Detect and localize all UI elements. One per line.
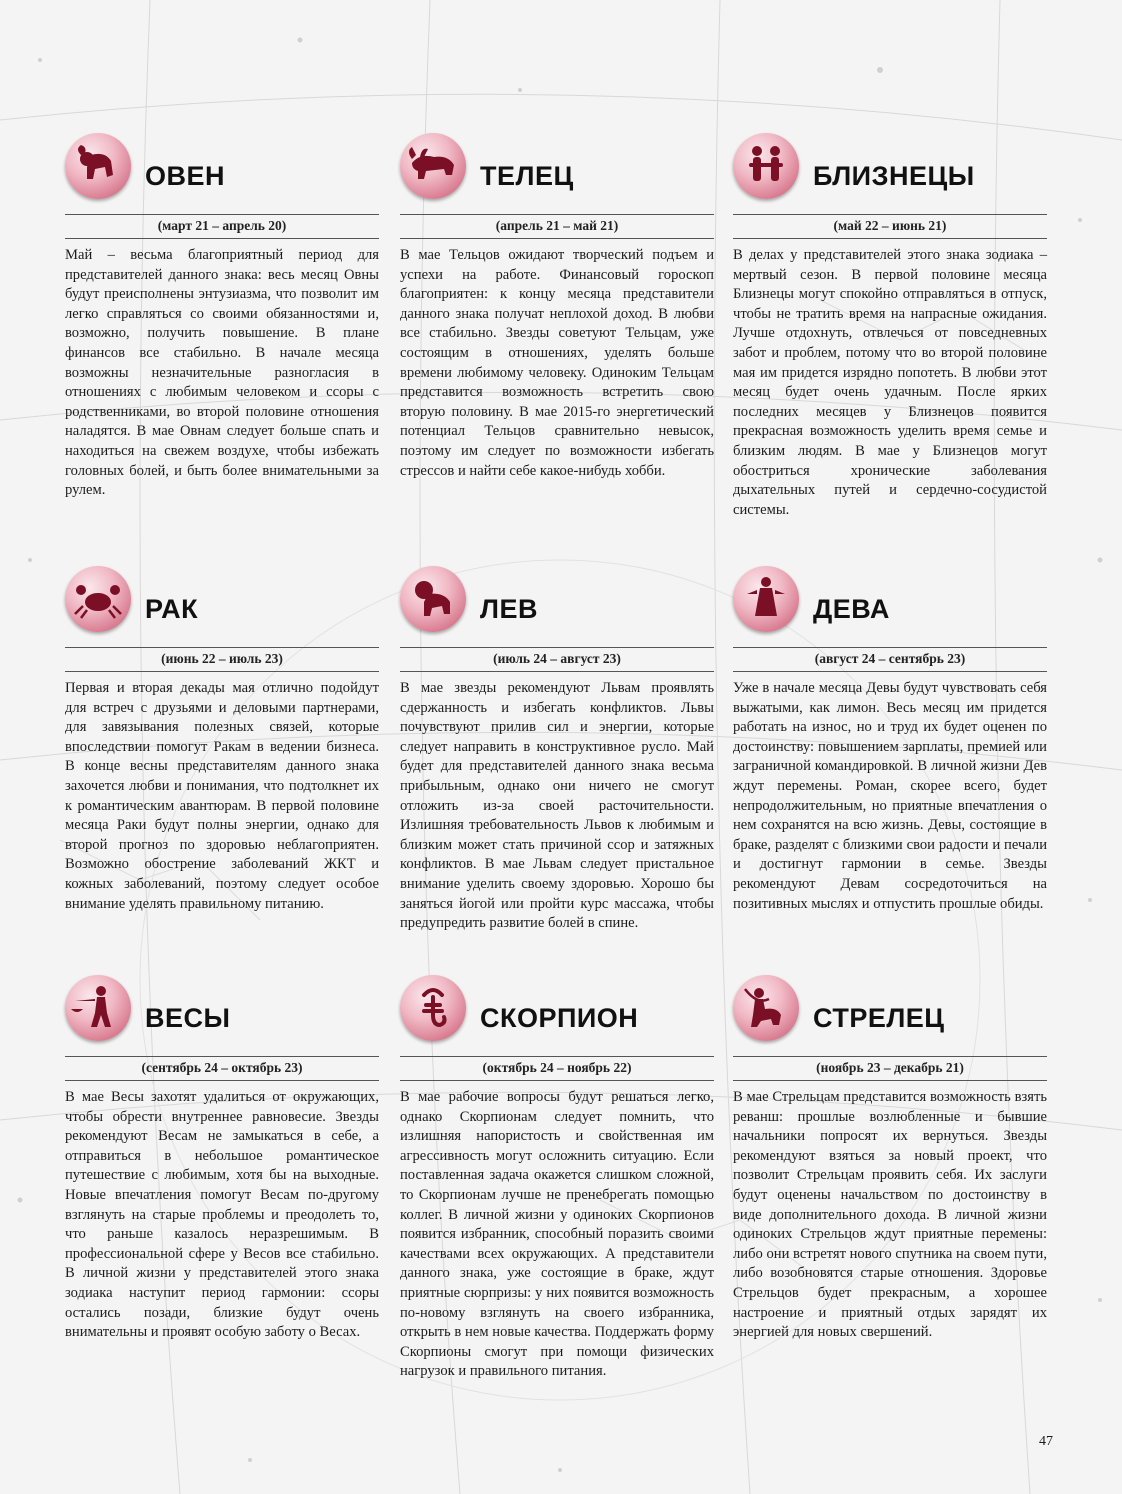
- sign-scorpio: [400, 975, 714, 1382]
- sign-text: Май – весьма благоприятный период для представителей данного знака: весь месяц Овны будут преисполнены энтузиазма, что позволит им легко справляться со своими обязанностями и, возможно, получить повышение. В плане финансов все стабильно. В начале месяца возможны незначительные разногласия в отношениях с любимым человеком и ссоры с родственниками, во второй половине отношения наладятся. В мае Овнам следует больше спать и находиться на свежем воздухе, чтобы избежать головных болей, и быть более внимательными за рулем.: [65, 247, 379, 499]
- sign-text: В мае Весы захотят удалиться от окружающих, чтобы обрести внутреннее равновесие. Звезды рекомендуют Весам не замыкаться в себе, а отправиться в небольшое романтическое путешествие с любимым, хотя бы на выходные. Новые впечатления помогут Весам по-другому взглянуть на старые проблемы и преодолеть то, что раньше казалось неразрешимым. В профессиональной сфере у Весов все стабильно. В личной жизни у представителей этого знака зодиака наступит период гармонии: ссоры остались позади, близкие будут очень внимательны и проявят особую заботу о Весах.: [65, 1089, 379, 1341]
- sign-text: В мае Тельцов ожидают творческий подъем и успехи на работе. Финансовый гороскоп благоприятен: к концу месяца представители данного знака получат неплохой доход. В любви все стабильно. Звезды советуют Тельцам, уже состоящим в отношениях, уделять больше времени любимому человеку. Одиноким Тельцам представится возможность встретить свою вторую половину. В мае 2015-го энергетический потенциал Тельцов сравнительно невысок, поэтому им следует по возможности избегать стрессов и найти себе какое-нибудь хобби.: [400, 247, 714, 479]
- page-number: 47: [1039, 1434, 1053, 1449]
- sign-title: ТЕЛЕЦ: [480, 161, 574, 191]
- leo-medallion-icon: [400, 566, 466, 632]
- sign-text: Первая и вторая декады мая отлично подойдут для встреч с друзьями и деловыми партнерами, для завязывания полезных связей, которые впоследствии помогут Ракам в ведении бизнеса. В конце весны представителям данного знака захочется любви и понимания, что подтолкнет их к романтическим авантюрам. В первой половине месяца Раки будут полны энергии, однако для второй прогноз по здоровью неблагоприятен. Возможно обострение заболеваний ЖКТ и кожных заболеваний, поэтому следует особое внимание уделять правильному питанию.: [65, 680, 379, 912]
- sign-dates: (март 21 – апрель 20): [65, 215, 379, 239]
- sign-title: СТРЕЛЕЦ: [813, 1003, 945, 1033]
- sign-title: СКОРПИОН: [480, 1003, 639, 1033]
- sign-title: БЛИЗНЕЦЫ: [813, 161, 975, 191]
- sign-title: РАК: [145, 594, 199, 624]
- sign-text: В мае рабочие вопросы будут решаться легко, однако Скорпионам следует помнить, что излишняя напористость и свойственная им агрессивность могут осложнить ситуацию. Если поставленная задача окажется слишком сложной, то Скорпионам лучше не пренебрегать помощью коллег. В личной жизни у одиноких Скорпионов появится избранник, способный поразить своими качествами всех окружающих. А представители данного знака, уже состоящие в браке, ждут приятные сюрпризы: у них появится возможность по-новому взглянуть на своего избранника, открыть в нем новые качества. Поддержать форму Скорпионы смогут при помощи физических нагрузок и правильного питания.: [400, 1089, 714, 1380]
- sign-dates: (май 22 – июнь 21): [733, 215, 1047, 239]
- sign-aries: [65, 133, 379, 501]
- sagittarius-medallion-icon: [733, 975, 799, 1041]
- sign-title: ОВЕН: [145, 161, 226, 191]
- sign-leo: [400, 566, 714, 934]
- libra-medallion-icon: [65, 975, 131, 1041]
- scorpio-medallion-icon: [400, 975, 466, 1041]
- sign-dates: (сентябрь 24 – октябрь 23): [65, 1057, 379, 1081]
- sign-text: В делах у представителей этого знака зодиака – мертвый сезон. В первой половине месяца Близнецы могут спокойно отправляться в отпуск, чтобы не тратить время на напрасные ожидания. Лучше отдохнуть, отвлечься от повседневных забот и проблем, потому что во второй половине мая им придется изрядно попотеть. В любви этот месяц будет очень удачным. После ярких последних месяцев у Близнецов появится прекрасная возможность уделить время семье и близким людям. В мае у Близнецов могут обостриться хронические заболевания дыхательных путей и сердечно-сосудистой системы.: [733, 247, 1047, 518]
- sign-dates: (июнь 22 – июль 23): [65, 648, 379, 672]
- sign-virgo: [733, 566, 1047, 914]
- sign-taurus: [400, 133, 714, 481]
- sign-gemini: [733, 133, 1047, 520]
- sign-dates: (октябрь 24 – ноябрь 22): [400, 1057, 714, 1081]
- virgo-medallion-icon: [733, 566, 799, 632]
- sign-dates: (июль 24 – август 23): [400, 648, 714, 672]
- sign-text: В мае Стрельцам представится возможность взять реванш: прошлые возлюбленные и бывшие начальники попросят их вернуться. Звезды рекомендуют взяться за новый проект, что позволит Стрельцам проявить себя. Их заслуги будут оценены начальством по достоинству в виде дополнительного дохода. В личной жизни одиноких Стрельцов ждут приятные перемены: либо они встретят нового спутника на своем пути, либо возобновятся старые отношения. Здоровье Стрельцов будет прекрасным, а хорошее настроение и приятный отдых зарядят их энергией для новых свершений.: [733, 1089, 1047, 1341]
- sign-libra: [65, 975, 379, 1343]
- sign-sagittarius: [733, 975, 1047, 1343]
- taurus-medallion-icon: [400, 133, 466, 199]
- sign-title: ЛЕВ: [480, 594, 538, 624]
- sign-text: В мае звезды рекомендуют Львам проявлять сдержанность и избегать конфликтов. Львы почувствуют прилив сил и энергии, которые следует направить в конструктивное русло. Май будет для представителей данного знака весьма прибыльным, однако они ничего не смогут отложить из-за своей расточительности. Излишняя требовательность Львов к любимым и близким может стать причиной ссор и затяжных конфликтов. В мае Львам следует пристальное внимание уделить своему здоровью. Хорошо бы заняться йогой или пройти курс массажа, чтобы предупредить развитие болей в спине.: [400, 680, 714, 932]
- sign-text: Уже в начале месяца Девы будут чувствовать себя выжатыми, как лимон. Весь месяц им придется работать на износ, но и труд их будет оценен по достоинству: повышением зарплаты, премией или заграничной командировкой. В личной жизни Дев ждут перемены. Роман, скорее всего, будет непродолжительным, но приятные впечатления о нем сохранятся на всю жизнь. Девы, состоящие в браке, разделят с близкими свои радости и печали и достигнут гармонии в семье. Звезды рекомендуют Девам сосредоточиться на позитивных мыслях и отпустить прошлые обиды.: [733, 680, 1047, 912]
- cancer-medallion-icon: [65, 566, 131, 632]
- sign-title: ДЕВА: [813, 594, 890, 624]
- gemini-medallion-icon: [733, 133, 799, 199]
- aries-medallion-icon: [65, 133, 131, 199]
- sign-dates: (август 24 – сентябрь 23): [733, 648, 1047, 672]
- sign-cancer: [65, 566, 379, 914]
- sign-dates: (ноябрь 23 – декабрь 21): [733, 1057, 1047, 1081]
- sign-title: ВЕСЫ: [145, 1003, 231, 1033]
- sign-dates: (апрель 21 – май 21): [400, 215, 714, 239]
